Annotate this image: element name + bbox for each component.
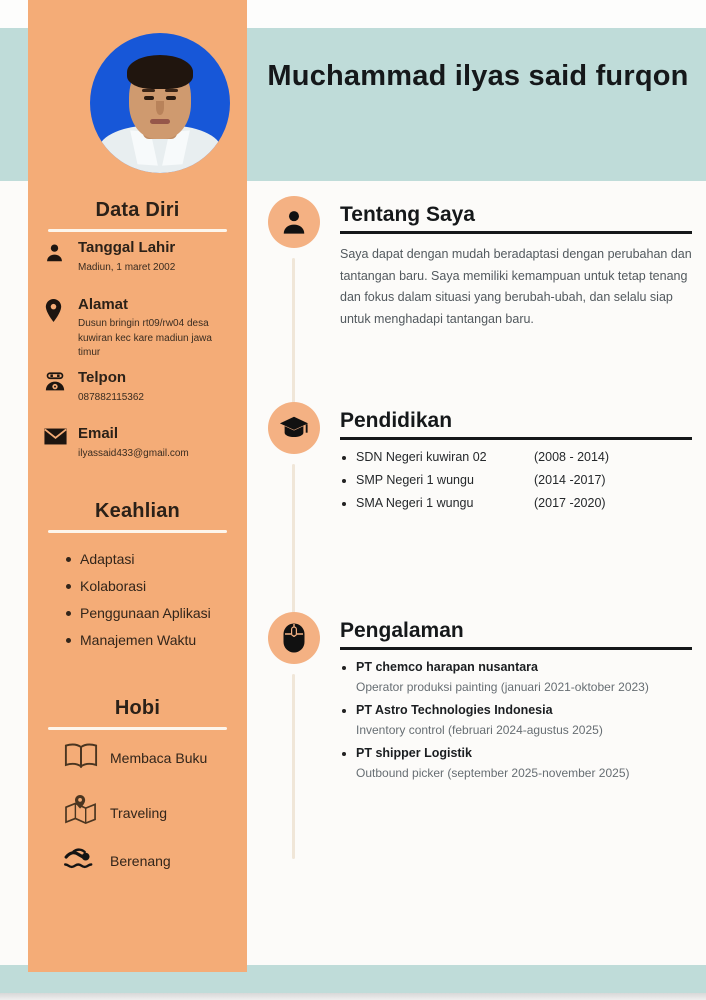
section-header — [340, 408, 692, 440]
list-item — [340, 746, 692, 781]
page-shadow — [0, 993, 706, 1000]
computer-mouse-icon — [268, 612, 320, 664]
hobby-berenang — [64, 845, 171, 876]
list-item: Kolaborasi — [66, 579, 211, 593]
section-body — [340, 660, 692, 790]
divider — [340, 231, 692, 234]
sidebar — [28, 0, 247, 972]
section-title: Pendidikan — [340, 409, 453, 432]
school-name: SDN Negeri kuwiran 02 — [356, 450, 487, 464]
field-value: Madiun, 1 maret 2002 — [78, 262, 176, 273]
avatar — [90, 33, 230, 173]
field-value: ilyassaid433@gmail.com — [78, 448, 189, 459]
section-header — [340, 618, 692, 650]
person-icon — [44, 239, 68, 276]
school-years: (2014 -2017) — [534, 473, 606, 487]
field-tanggal-lahir — [44, 239, 234, 276]
section-hobi — [28, 697, 247, 869]
list-item — [340, 660, 692, 695]
timeline-connector — [292, 464, 295, 619]
experience-list — [340, 660, 692, 782]
about-text: Saya dapat dengan mudah beradaptasi dengan perubahan dan tantangan baru. Saya memiliki kemampuan untuk tetap tenang dan fokus dalam situasi yang berubah-ubah, dan selalu siap untuk menghadapi tantangan baru. — [340, 247, 692, 326]
skills-list — [66, 552, 211, 660]
divider — [48, 727, 227, 730]
divider — [48, 530, 227, 533]
section-keahlian — [28, 500, 247, 648]
role-description: Operator produksi painting (januari 2021-oktober 2023) — [356, 680, 649, 694]
envelope-icon — [44, 425, 68, 462]
person-icon — [268, 196, 320, 248]
field-email — [44, 425, 244, 462]
list-item — [340, 496, 692, 510]
school-name: SMA Negeri 1 wungu — [356, 496, 474, 510]
divider — [340, 647, 692, 650]
list-item — [340, 703, 692, 738]
hobby-label: Berenang — [110, 852, 171, 869]
field-label: Telpon — [78, 369, 127, 386]
telephone-icon — [44, 369, 68, 406]
hobby-membaca-buku — [64, 742, 207, 774]
open-book-icon — [64, 742, 98, 774]
list-item: Manajemen Waktu — [66, 633, 211, 647]
role-description: Inventory control (februari 2024-agustus 2025) — [356, 723, 603, 738]
field-telpon — [44, 369, 234, 406]
section-title: Pengalaman — [340, 619, 464, 642]
school-name: SMP Negeri 1 wungu — [356, 473, 474, 487]
list-item — [340, 473, 692, 487]
section-header — [340, 202, 692, 234]
graduation-cap-icon — [268, 402, 320, 454]
list-item: Penggunaan Aplikasi — [66, 606, 211, 620]
company-name: PT Astro Technologies Indonesia — [340, 703, 692, 717]
school-years: (2017 -2020) — [534, 496, 606, 510]
hobby-label: Traveling — [110, 804, 168, 821]
field-value: Dusun bringin rt09/rw04 desa kuwiran kec kare madiun jawa timur — [78, 318, 212, 358]
field-value: 087882115362 — [78, 392, 144, 403]
field-label: Email — [78, 425, 119, 442]
page-title: Muchammad ilyas said furqon — [267, 60, 689, 92]
swimmer-icon — [64, 845, 98, 876]
keahlian-title: Keahlian — [95, 500, 180, 522]
map-travel-icon — [64, 795, 98, 830]
list-item — [340, 450, 692, 464]
role-description: Outbound picker (september 2025-november 2025) — [356, 766, 630, 781]
profile-photo — [90, 33, 230, 173]
divider — [48, 229, 227, 232]
company-name: PT chemco harapan nusantara — [340, 660, 692, 674]
divider — [340, 437, 692, 440]
section-title: Tentang Saya — [340, 203, 475, 226]
hobby-traveling — [64, 795, 167, 830]
timeline-connector — [292, 674, 295, 859]
section-body — [340, 244, 692, 330]
school-years: (2008 - 2014) — [534, 450, 610, 464]
hobi-title: Hobi — [114, 697, 161, 719]
section-body — [340, 450, 692, 519]
list-item: Adaptasi — [66, 552, 211, 566]
field-alamat — [44, 296, 234, 361]
hobby-label: Membaca Buku — [110, 750, 208, 766]
field-label: Tanggal Lahir — [78, 239, 176, 256]
section-data-diri — [28, 199, 247, 459]
education-list — [340, 450, 692, 510]
company-name: PT shipper Logistik — [340, 746, 692, 760]
field-label: Alamat — [78, 296, 129, 313]
data-diri-title: Data Diri — [95, 199, 180, 221]
location-pin-icon — [44, 296, 68, 361]
